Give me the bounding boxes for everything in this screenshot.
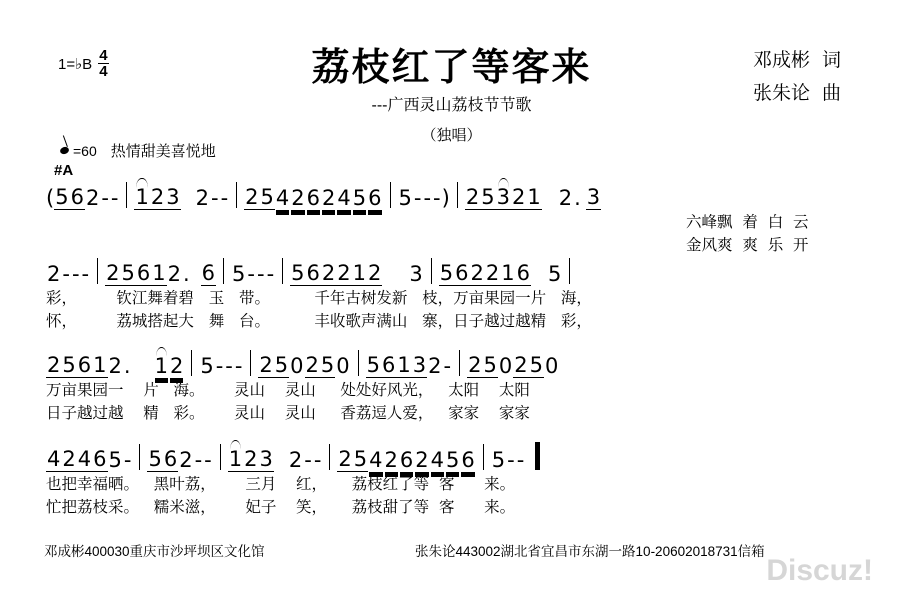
- notes-row-1: [46, 176, 866, 210]
- note: 6: [455, 261, 469, 285]
- dash: -: [225, 354, 233, 378]
- note: 2: [179, 448, 193, 472]
- note: 6: [70, 185, 84, 209]
- barline: [329, 444, 330, 470]
- note: 1: [352, 261, 367, 285]
- note: 3: [259, 447, 273, 471]
- barline: [483, 444, 484, 470]
- music-system-4: [46, 438, 866, 518]
- dash: -: [81, 262, 90, 286]
- measure: [46, 447, 132, 472]
- mood-marking: 热情甜美喜悦地: [110, 143, 216, 160]
- measure: [337, 447, 475, 472]
- barline: [390, 182, 391, 208]
- note: 2 .: [558, 186, 582, 210]
- repeat-paren-close: ): [441, 186, 450, 210]
- note: 2: [62, 447, 76, 471]
- barline: [223, 258, 224, 284]
- note: 5: [353, 447, 368, 471]
- note: 6: [163, 447, 178, 471]
- measure: [439, 261, 563, 286]
- measure: [491, 448, 526, 472]
- measure: [290, 261, 424, 286]
- note: 1: [93, 353, 107, 377]
- measure: [46, 262, 90, 286]
- time-signature-numerator: 4: [99, 47, 108, 64]
- footer-composer-address: 张朱论443002湖北省宜昌市东湖一路10-20602018731信箱: [415, 544, 765, 559]
- note: 5: [352, 186, 367, 210]
- note: 5: [62, 353, 76, 377]
- note: 1: [135, 185, 149, 209]
- measure: [46, 353, 184, 378]
- note: 5: [398, 186, 412, 210]
- watermark: Discuz!: [766, 554, 873, 587]
- note: 0: [545, 354, 559, 378]
- quarter-note-icon: [59, 146, 70, 156]
- note: 5: [232, 262, 246, 286]
- note: 2: [245, 185, 259, 209]
- lyricist-name: 邓成彬: [752, 50, 810, 71]
- lyricist-role: 词: [821, 50, 841, 71]
- note: 5: [446, 448, 460, 472]
- note: 3: [496, 185, 510, 209]
- chord-symbol-sharp-a: #A: [54, 162, 74, 179]
- note: 6: [516, 261, 531, 285]
- note: 5: [121, 261, 135, 285]
- lyric-row-4b: 忙把荔枝采。 糯米滋， 妃子 笑， 荔枝甜了等 客 来。: [46, 498, 516, 516]
- composer-name: 张朱论: [752, 83, 810, 105]
- note: 0: [290, 354, 304, 378]
- measure: [134, 185, 229, 210]
- note: 6: [201, 261, 216, 285]
- note: 6: [399, 448, 414, 472]
- dash: -: [507, 448, 515, 472]
- note: 2: [47, 262, 61, 286]
- note: 2: [85, 186, 100, 210]
- lyric-row-4a: 也把幸福晒。 黑叶荔， 三月 红， 荔枝红了等 客 来。: [46, 475, 516, 493]
- note: 5: [366, 353, 381, 377]
- notes-row-4: [46, 438, 866, 472]
- measure: [366, 353, 452, 378]
- music-system-2: [46, 252, 866, 332]
- tempo-value: =60: [73, 142, 97, 159]
- measure: [244, 185, 382, 210]
- note: 2: [106, 261, 120, 285]
- measure: [465, 185, 601, 210]
- note: 6: [461, 448, 475, 472]
- footer-lyricist-address: 邓成彬400030重庆市沙坪坝区文化馆: [44, 544, 265, 559]
- page-subtitle: ---广西灵山荔枝节节歌: [371, 97, 532, 114]
- note: 2: [169, 354, 184, 378]
- note: 6: [77, 353, 92, 377]
- dash: -: [247, 262, 255, 286]
- note: 5: [491, 448, 506, 472]
- credits-block: [753, 44, 841, 111]
- dash: -: [110, 186, 119, 210]
- note: 4: [47, 447, 61, 471]
- note: 5: [148, 447, 162, 471]
- note: 2: [322, 186, 336, 210]
- note: 2: [305, 353, 319, 377]
- note: 2: [428, 354, 442, 378]
- note: 2: [291, 186, 305, 210]
- lyric-row-2a: 彩， 钦江舞着碧 玉 带。 千年古树发新 枝，万亩果园一片 海，: [46, 289, 592, 307]
- time-signature-denominator: 4: [99, 63, 108, 80]
- dash: -: [194, 448, 203, 472]
- dash: -: [71, 262, 80, 286]
- note: 2: [485, 261, 500, 285]
- lyric-row-1b: 金风爽 爽 乐 开: [686, 236, 809, 254]
- lyric-row-1a: 六峰飘 着 白 云: [686, 213, 809, 231]
- note: 1: [152, 261, 166, 285]
- dash: -: [204, 448, 212, 472]
- dash: -: [423, 186, 432, 210]
- note: 2: [468, 353, 482, 377]
- dash: -: [215, 354, 224, 378]
- dash: -: [266, 262, 275, 286]
- lyric-row-2b: 怀， 荔城搭起大 舞 台。 丰收歌声满山 寨，日子越过越精 彩，: [46, 312, 592, 330]
- note: 2: [259, 353, 273, 377]
- notes-row-2: [46, 252, 866, 286]
- note: 6: [136, 261, 151, 285]
- note: 1: [527, 185, 541, 209]
- note: 4: [369, 448, 383, 472]
- measure: [228, 447, 323, 472]
- music-system-3: [46, 344, 866, 424]
- note: 1: [397, 353, 411, 377]
- dash: -: [443, 354, 452, 378]
- note: 2: [338, 447, 352, 471]
- note: 3: [409, 262, 423, 286]
- note: 2 .: [167, 262, 191, 286]
- note: 2: [384, 448, 398, 472]
- note: 5: [548, 262, 562, 286]
- note: 5: [55, 185, 69, 209]
- barline: [191, 350, 192, 376]
- note: 2: [465, 185, 480, 209]
- note: 6: [306, 186, 321, 210]
- note: 3: [166, 185, 180, 209]
- note: 5: [108, 448, 122, 472]
- note: 0: [498, 354, 513, 378]
- measure: [54, 185, 119, 210]
- note: 2: [514, 353, 528, 377]
- dash: -: [123, 448, 132, 472]
- barline: [358, 350, 359, 376]
- note: 5: [481, 185, 495, 209]
- music-system-1: [46, 176, 866, 256]
- note: 2: [288, 448, 303, 472]
- note: 2: [244, 447, 258, 471]
- note: 0: [336, 354, 350, 378]
- note: 5: [274, 353, 289, 377]
- note: 2: [511, 185, 526, 209]
- note: 1: [154, 354, 168, 378]
- note: 2: [415, 448, 429, 472]
- note: 5: [529, 353, 543, 377]
- dash: -: [62, 262, 70, 286]
- barline: [250, 350, 251, 376]
- measure: [231, 262, 275, 286]
- lyricist-line: [753, 44, 841, 77]
- page-title: 荔枝红了等客来: [311, 45, 592, 89]
- note: 2: [368, 261, 382, 285]
- barline: [569, 258, 570, 284]
- dash: -: [516, 448, 525, 472]
- dash: -: [433, 186, 441, 210]
- measure: [258, 353, 350, 378]
- composer-line: [753, 77, 841, 110]
- note: 4: [275, 186, 290, 210]
- measure: [199, 354, 243, 378]
- measure: [398, 186, 450, 210]
- note: 2: [337, 261, 351, 285]
- notes-row-3: [46, 344, 866, 378]
- barline: [97, 258, 98, 284]
- barline: [457, 182, 458, 208]
- barline: [431, 258, 432, 284]
- note: 5: [439, 261, 454, 285]
- note: 6: [368, 186, 382, 210]
- tempo-marking: [60, 140, 216, 161]
- measure: [147, 447, 212, 472]
- note: 5: [483, 353, 497, 377]
- dash: -: [257, 262, 265, 286]
- dash: -: [313, 448, 322, 472]
- note: 6: [93, 447, 107, 471]
- barline: [236, 182, 237, 208]
- note: 5: [200, 354, 214, 378]
- dash: -: [101, 186, 109, 210]
- measure: [467, 353, 559, 378]
- key-signature: 1=♭B: [58, 55, 93, 73]
- note: 6: [382, 353, 396, 377]
- note: 2: [321, 261, 336, 285]
- note: 2 .: [108, 354, 132, 378]
- note: 4: [77, 447, 92, 471]
- final-barline: [535, 442, 540, 470]
- note: 4: [337, 186, 351, 210]
- dash: -: [413, 186, 422, 210]
- lyric-row-3a: 万亩果园一 片 海。 灵山 灵山 处处好风光， 太阳 太阳: [46, 381, 530, 399]
- dash: -: [304, 448, 312, 472]
- note: 3: [586, 185, 601, 209]
- note: 6: [306, 261, 320, 285]
- composer-role: 曲: [821, 83, 841, 105]
- performance-note: （独唱）: [421, 127, 482, 144]
- note: 1: [501, 261, 515, 285]
- note: 5: [320, 353, 335, 377]
- barline: [459, 350, 460, 376]
- note: 5: [291, 261, 305, 285]
- dash: -: [210, 186, 219, 210]
- note: 5: [260, 185, 274, 209]
- barline: [126, 182, 127, 208]
- note: 3: [412, 353, 427, 377]
- note: 4: [430, 448, 445, 472]
- repeat-paren-open: (: [46, 186, 55, 210]
- note: 2: [195, 186, 209, 210]
- barline: [282, 258, 283, 284]
- lyric-row-3b: 日子越过越 精 彩。 灵山 灵山 香荔逗人爱， 家家 家家: [46, 404, 530, 422]
- measure: [105, 261, 216, 286]
- barline: [139, 444, 140, 470]
- dash: -: [220, 186, 229, 210]
- note: 1: [228, 447, 243, 471]
- note: 2: [470, 261, 484, 285]
- note: 2: [150, 185, 165, 209]
- barline: [220, 444, 221, 470]
- note: 2: [47, 353, 61, 377]
- dash: -: [234, 354, 243, 378]
